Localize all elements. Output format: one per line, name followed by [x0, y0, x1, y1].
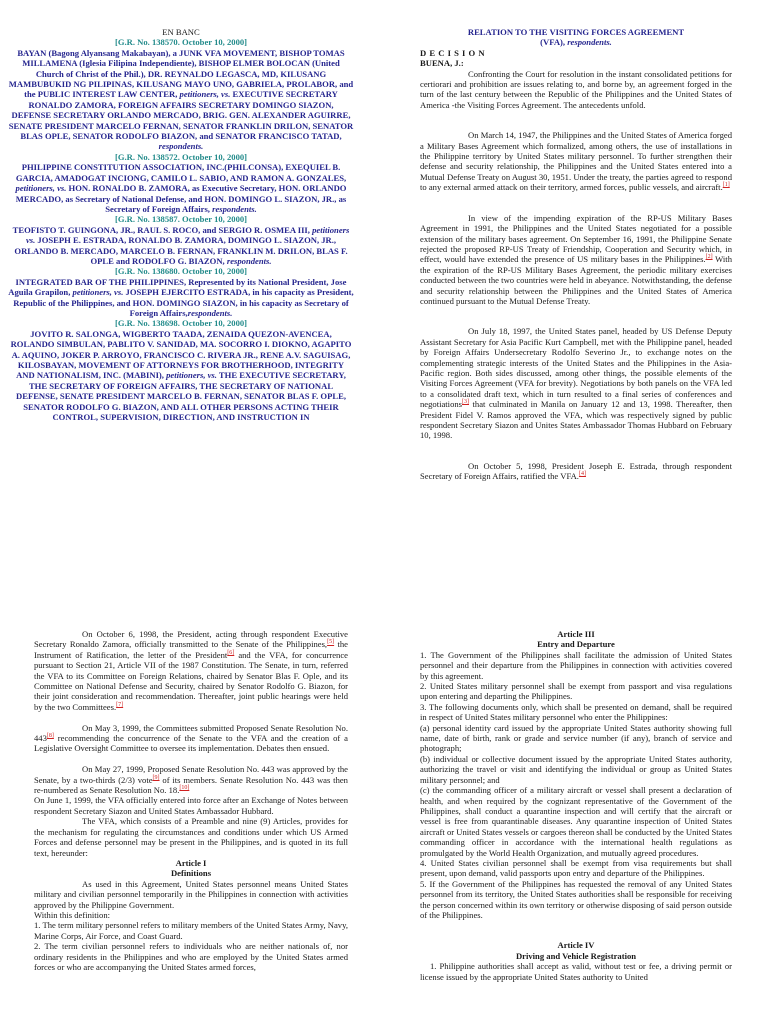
footnote-link[interactable]: [10]: [179, 785, 190, 792]
page1-right-column: [420, 27, 732, 482]
paragraph: On March 14, 1947, the Philippines and the United States of America forged a Military Bases Agreement which formalized, among others, the use of installations in the Philippine territory by United States military personnel. To further strengthen their defense and security relationship, the Philippines and the United States entered into a Mutual Defense Treaty on August 30, 1951. Under the treaty, the parties agreed to respond to any external armed attack on their territory, armed forces, public vessels, and aircraft.[1]: [420, 130, 732, 193]
respondents-label: respondents.: [212, 203, 257, 214]
page2-left-column: [34, 629, 348, 972]
ponente: BUENA, J.:: [420, 58, 464, 69]
case-gr-number: [G.R. No. 138570. October 10, 2000]: [114, 37, 248, 48]
article-title: Article IV: [557, 940, 595, 951]
paragraph: As used in this Agreement, United States personnel means United States military and civilian personnel temporarily in the Philippines in connection with activities approved by the Philippine Government.: [34, 878, 348, 910]
petitioners-label: petitioners vs.: [25, 224, 350, 246]
case-gr-number: [G.R. No. 138698. October 10, 2000]: [114, 318, 248, 329]
respondents-label: respondents.: [226, 255, 272, 266]
list-item: 2. United States military personnel shall be exempt from passport and visa regulations upon entering and departing the Philippines.: [420, 681, 732, 702]
article-title: Article III: [557, 629, 595, 639]
footnote-link[interactable]: [8]: [46, 733, 54, 740]
page1-left-column: [8, 27, 354, 422]
list-item: 1. Philippine authorities shall accept as valid, without test or fee, a driving permit or license issued by the appropriate United States authority to United: [420, 961, 732, 982]
list-item: 4. United States civilian personnel shall be exempt from visa requirements but shall present, upon demand, valid passports upon entry and departure of the Philippines.: [420, 857, 732, 879]
petitioners-label: petitioners, vs.: [72, 287, 124, 298]
petitioners-label: petitioners, vs.: [166, 370, 217, 381]
article-title: Article I: [175, 857, 207, 868]
list-item: 3. The following documents only, which shall be presented on demand, shall be required in respect of United States military personnel who enter the Philippines:: [420, 701, 732, 723]
case-parties: INTEGRATED BAR OF THE PHILIPPINES, Represented by its National President, Jose Aguila Grapilon, petitioners, vs. JOSEPH EJERCITO ESTRADA, in his capacity as President, Republic of the Philippines, and HON. DOMINGO SIAZON, in his capacity as Secretary of Foreign Affairs,respondents.: [8, 276, 354, 318]
paragraph: On July 18, 1997, the United States panel, headed by US Defense Deputy Assistant Secretary for Asia Pacific Kurt Campbell, met with the Philippine panel, headed by Foreign Affairs Undersecretary Rodolfo Severino Jr., to exchange notes on the complementing strategic interests of the United States and the Philippines in the Asia-Pacific region. Both sides discussed, among other things, the possible elements of the Visiting Forces Agreement (VFA for brevity). Negotiations by both panels on the VFA led to a consolidated draft text, which in turn resulted to a final series of conferences and negotiations[3] that culminated in Manila on January 12 and 13, 1998. Thereafter, then President Fidel V. Ramos approved the VFA, which was respectively signed by public respondent Secretary Siazon and Unites States Ambassador Thomas Hubbard on February 10, 1998.: [420, 326, 732, 441]
continued-heading: RELATION TO THE VISITING FORCES AGREEMENT: [467, 27, 685, 37]
case-parties: PHILIPPINE CONSTITUTION ASSOCIATION, INC.(PHILCONSA), EXEQUIEL B. GARCIA, AMADOGAT INCIONG, CAMILO L. SABIO, AND RAMON A. GONZALES, petitioners, vs. HON. RONALDO B. ZAMORA, as Executive Secretary, HON. ORLANDO MERCADO, as Secretary of National Defense, and HON. DOMINGO L. SIAZON, JR., as Secretary of Foreign Affairs, respondents.: [15, 162, 347, 214]
footnote-link[interactable]: [6]: [227, 649, 235, 656]
paragraph: The VFA, which consists of a Preamble and nine (9) Articles, provides for the mechanism for regulating the circumstances and conditions under which US Armed Forces and defense personnel may be present in the Philippines, and is quoted in its full text, hereunder:: [34, 816, 348, 858]
paragraph: On May 3, 1999, the Committees submitted Proposed Senate Resolution No. 443[8] recommending the concurrence of the Senate to the VFA and the creation of a Legislative Oversight Committee to oversee its implementation. Debates then ensued.: [34, 722, 348, 754]
case-gr-number: [G.R. No. 138572. October 10, 2000]: [114, 151, 248, 162]
list-item: 2. The term civilian personnel refers to individuals who are neither nationals of, nor ordinary residents in the Philippines and who are employed by the United States armed forces or who are accompanying the United States armed forces,: [34, 941, 348, 972]
respondents-label: respondents.: [187, 307, 233, 318]
continued-heading-2: (VFA), respondents.: [540, 37, 612, 48]
paragraph: In view of the impending expiration of the RP-US Military Bases Agreement in 1991, the Philippines and the United States negotiated for a possible extension of the military bases agreement. On September 16, 1991, the Philippine Senate rejected the proposed RP-US Treaty of Friendship, Cooperation and Security which, in effect, would have extended the presence of US military bases in the Philippines.[2] With the expiration of the RP-US Military Bases Agreement, the periodic military exercises conducted between the two countries were held in abeyance. Notwithstanding, the defense and security relationship between the Philippines and the United States of America continued pursuant to the Mutual Defense Treaty.: [420, 212, 732, 306]
case-gr-number: [G.R. No. 138680. October 10, 2000]: [114, 266, 248, 277]
footnote-link[interactable]: [3]: [462, 399, 470, 406]
case-parties: BAYAN (Bagong Alyansang Makabayan), a JUNK VFA MOVEMENT, BISHOP TOMAS MILLAMENA (Iglesia Filipina Independiente), BISHOP ELMER BOLOCAN (United Church of Christ of the Phil.), DR. REYNALDO LEGASCA, MD, KILUSANG MAMBUBUKID NG PILIPINAS, KILUSANG MAYO UNO, GABRIELA, PROLABOR, and the PUBLIC INTEREST LAW CENTER, petitioners, vs. EXECUTIVE SECRETARY RONALDO ZAMORA, FOREIGN AFFAIRS SECRETARY DOMINGO SIAZON, DEFENSE SECRETARY ORLANDO MERCADO, BRIG. GEN. ALEXANDER AGUIRRE, SENATE PRESIDENT MARCELO FERNAN, SENATOR FRANKLIN DRILON, SENATOR BLAS OPLE, SENATOR RODOLFO BIAZON, and SENATOR FRANCISCO TATAD, respondents.: [8, 47, 354, 152]
footnote-link[interactable]: [1]: [722, 182, 730, 189]
paragraph: Confronting the Court for resolution in the instant consolidated petitions for certiorari and prohibition are issues relating to, and borne by, an agreement forged in the turn of the last century between the Republic of the Philippines and the United States of America -the Visiting Forces Agreement. The antecedents unfold.: [420, 68, 732, 110]
paragraph: On October 6, 1998, the President, acting through respondent Executive Secretary Ronaldo Zamora, officially transmitted to the Senate of the Philippines,[5] the Instrument of Ratification, the letter of the President[6] and the VFA, for concurrence pursuant to Section 21, Article VII of the 1987 Constitution. The Senate, in turn, referred the VFA to its Committee on Foreign Relations, chaired by Senator Blas F. Ople, and its Committee on National Defense and Security, chaired by Senator Rodolfo G. Biazon, for their joint consideration and recommendation. Thereafter, joint public hearings were held by the two Committees.[7]: [34, 629, 348, 712]
paragraph: On October 5, 1998, President Joseph E. Estrada, through respondent Secretary of Foreign Affairs, ratified the VFA.[4]: [420, 460, 732, 482]
article-subtitle: Driving and Vehicle Registration: [515, 950, 637, 961]
paragraph: On May 27, 1999, Proposed Senate Resolution No. 443 was approved by the Senate, by a two-thirds (2/3) vote[9] of its members. Senate Resolution No. 443 was then re-numbered as Senate Resolution No. 18.[10]: [34, 764, 348, 796]
paragraph: Within this definition:: [34, 909, 111, 920]
footnote-link[interactable]: [9]: [152, 774, 160, 781]
footnote-link[interactable]: [5]: [327, 639, 335, 646]
decision-label: D E C I S I O N: [420, 47, 486, 58]
page2-right-column: [420, 629, 732, 982]
article-subtitle: Definitions: [170, 868, 212, 879]
case-parties: JOVITO R. SALONGA, WIGBERTO TAADA, ZENAIDA QUEZON-AVENCEA, ROLANDO SIMBULAN, PABLITO V. SANIDAD, MA. SOCORRO I. DIOKNO, AGAPITO A. AQUINO, JOKER P. ARROYO, FRANCISCO C. RIVERA JR., RENE A.V. SAGUISAG, KILOSBAYAN, MOVEMENT OF ATTORNEYS FOR BROTHERHOOD, INTEGRITY AND NATIONALISM, INC. (MABINI), petitioners, vs. THE EXECUTIVE SECRETARY, THE SECRETARY OF FOREIGN AFFAIRS, THE SECRETARY OF NATIONAL DEFENSE, SENATE PRESIDENT MARCELO B. FERNAN, SENATOR BLAS F. OPLE, SENATOR RODOLFO G. BIAZON, AND ALL OTHER PERSONS ACTING THEIR CONTROL, SUPERVISION, DIRECTION, AND INSTRUCTION IN: [10, 328, 352, 423]
list-item: (b) individual or collective document issued by the appropriate United States authority, authorizing the travel or visit and identifying the individual or group as United States military personnel; and: [420, 753, 732, 785]
en-banc-label: EN BANC: [162, 27, 200, 37]
footnote-link[interactable]: [4]: [578, 471, 586, 478]
respondents-label: respondents.: [158, 141, 204, 152]
article-subtitle: Entry and Departure: [537, 639, 615, 650]
petitioners-label: petitioners, vs.: [179, 89, 231, 100]
list-item: 5. If the Government of the Philippines has requested the removal of any United States personnel from its territory, the United States authorities shall be responsible for receiving the person concerned within its own territory or otherwise disposing of said person outside of the Philippines.: [420, 878, 732, 920]
list-item: (c) the commanding officer of a military aircraft or vessel shall present a declaration of health, and when required by the cognizant representative of the Government of the Philippines, shall conduct a quarantine inspection and will certify that the aircraft or vessel is free from quarantinable diseases. Any quarantine inspection of United States aircraft or United States vessels or cargoes thereon shall be conducted by the United States commanding officer in accordance with the international health regulations as promulgated by the World Health Organization, and mutually agreed procedures.: [420, 785, 732, 858]
list-item: 1. The Government of the Philippines shall facilitate the admission of United States personnel and their departure from the Philippines in connection with activities covered by this agreement.: [420, 649, 732, 681]
paragraph: On June 1, 1999, the VFA officially entered into force after an Exchange of Notes between respondent Secretary Siazon and United States Ambassador Hubbard.: [34, 795, 348, 816]
list-item: 1. The term military personnel refers to military members of the United States Army, Navy, Marine Corps, Air Force, and Coast Guard.: [34, 920, 348, 941]
footnote-link[interactable]: [7]: [116, 701, 124, 708]
case-gr-number: [G.R. No. 138587. October 10, 2000]: [114, 214, 248, 225]
footnote-link[interactable]: [2]: [705, 254, 713, 261]
case-parties: TEOFISTO T. GUINGONA, JR., RAUL S. ROCO, and SERGIO R. OSMEA III, petitioners vs. JOSEPH E. ESTRADA, RONALDO B. ZAMORA, DOMINGO L. SIAZON, JR., ORLANDO B. MERCADO, MARCELO B. FERNAN, FRANKLIN M. DRILON, BLAS F. OPLE and RODOLFO G. BIAZON, respondents.: [12, 224, 350, 266]
list-item: (a) personal identity card issued by the appropriate United States authority showing full name, date of birth, rank or grade and service number (if any), branch of service and photograph;: [420, 722, 732, 754]
petitioners-label: petitioners, vs.: [15, 183, 67, 194]
